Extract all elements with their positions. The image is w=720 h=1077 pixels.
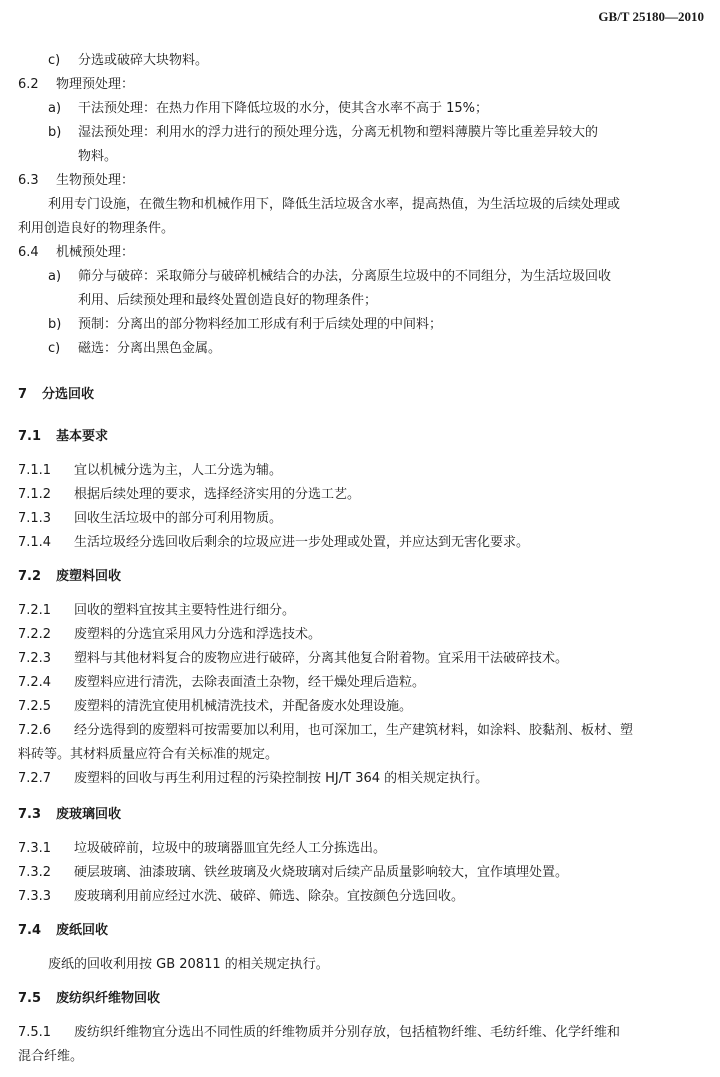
clause-text: 废塑料的分选宜采用风力分选和浮选技术。: [74, 627, 322, 642]
clause-7-5-1: [18, 1024, 620, 1043]
section-number: 7.1: [18, 429, 42, 444]
section-title: 基本要求: [56, 429, 109, 444]
section-6-3-heading: [18, 172, 134, 191]
clause-7-3-1: [18, 840, 386, 859]
chapter-number: 7: [18, 387, 28, 402]
section-6-2-heading: [18, 76, 134, 95]
list-text: 磁选：分离出黑色金属。: [78, 341, 222, 356]
paragraph-line: 利用专门设施，在微生物和机械作用下，降低生活垃圾含水率，提高热值，为生活垃圾的后续处理或: [48, 197, 621, 212]
clause-text: 废塑料应进行清洗，去除表面渣土杂物，经干燥处理后造粒。: [74, 675, 426, 690]
clause-number: 7.3.1: [18, 841, 52, 856]
list-text-continued: 物料。: [78, 149, 118, 164]
clause-7-2-6: [18, 722, 633, 741]
list-item-b: [48, 316, 442, 335]
clause-text: 生活垃圾经分选回收后剩余的垃圾应进一步处理或处置，并应达到无害化要求。: [74, 535, 530, 550]
chapter-7-heading: [18, 386, 94, 405]
clause-number: 7.1.2: [18, 487, 52, 502]
section-title: 物理预处理：: [56, 77, 135, 92]
clause-number: 7.1.4: [18, 535, 52, 550]
clause-7-2-3: [18, 650, 568, 669]
list-label: b): [48, 125, 62, 140]
clause-number: 7.3.2: [18, 865, 52, 880]
clause-number: 7.2.4: [18, 675, 52, 690]
clause-number: 7.3.3: [18, 889, 52, 904]
section-7-3-heading: [18, 806, 121, 825]
section-7-2-heading: [18, 568, 121, 587]
clause-7-3-3: [18, 888, 464, 907]
list-label: a): [48, 269, 62, 284]
clause-7-3-2: [18, 864, 568, 883]
clause-7-1-1: [18, 462, 282, 481]
list-text: 干法预处理：在热力作用下降低垃圾的水分，使其含水率不高于 15%；: [78, 101, 489, 116]
clause-number: 7.1.3: [18, 511, 52, 526]
section-number: 7.5: [18, 991, 42, 1006]
clause-7-2-4: [18, 674, 425, 693]
section-number: 6.3: [18, 173, 39, 188]
clause-7-2-7: [18, 770, 488, 789]
clause-text: 根据后续处理的要求，选择经济实用的分选工艺。: [74, 487, 361, 502]
clause-text: 硬层玻璃、油漆玻璃、铁丝玻璃及火烧玻璃对后续产品质量影响较大，宜作填埋处置。: [74, 865, 569, 880]
section-title: 废纸回收: [56, 923, 109, 938]
list-item-a: [48, 268, 611, 287]
clause-7-1-2: [18, 486, 360, 505]
list-item-c: [48, 340, 221, 359]
section-title: 废塑料回收: [56, 569, 122, 584]
clause-7-2-1: [18, 602, 295, 621]
clause-text: 塑料与其他材料复合的废物应进行破碎，分离其他复合附着物。宜采用干法破碎技术。: [74, 651, 569, 666]
clause-7-2-2: [18, 626, 321, 645]
paragraph-line: 利用创造良好的物理条件。: [18, 221, 175, 236]
clause-number: 7.2.7: [18, 771, 52, 786]
clause-text: 废塑料的清洗宜使用机械清洗技术，并配备废水处理设施。: [74, 699, 413, 714]
section-number: 6.2: [18, 77, 39, 92]
paragraph-line: 废纸的回收利用按 GB 20811 的相关规定执行。: [48, 957, 329, 972]
clause-text: 废塑料的回收与再生利用过程的污染控制按 HJ/T 364 的相关规定执行。: [74, 771, 489, 786]
standard-code: GB/T 25180—2010: [598, 9, 704, 24]
clause-7-2-5: [18, 698, 412, 717]
list-text: 分选或破碎大块物料。: [78, 53, 209, 68]
list-item-c: [48, 52, 208, 71]
clause-number: 7.5.1: [18, 1025, 52, 1040]
section-number: 7.2: [18, 569, 42, 584]
section-title: 废玻璃回收: [56, 807, 122, 822]
list-label: b): [48, 317, 62, 332]
clause-text: 废玻璃利用前应经过水洗、破碎、筛选、除杂。宜按颜色分选回收。: [74, 889, 465, 904]
clause-7-1-3: [18, 510, 282, 529]
list-label: c): [48, 53, 61, 68]
clause-number: 7.2.3: [18, 651, 52, 666]
clause-text: 回收的塑料宜按其主要特性进行细分。: [74, 603, 296, 618]
list-text: 湿法预处理：利用水的浮力进行的预处理分选，分离无机物和塑料薄膜片等比重差异较大的: [78, 125, 599, 140]
list-label: c): [48, 341, 61, 356]
list-text-continued: 利用、后续预处理和最终处置创造良好的物理条件；: [78, 293, 378, 308]
section-title: 废纺织纤维物回收: [56, 991, 161, 1006]
clause-number: 7.2.2: [18, 627, 52, 642]
clause-text-continued: 料砖等。其材料质量应符合有关标准的规定。: [18, 747, 279, 762]
clause-number: 7.2.5: [18, 699, 52, 714]
section-number: 7.3: [18, 807, 42, 822]
clause-text: 废纺织纤维物宜分选出不同性质的纤维物质并分别存放，包括植物纤维、毛纺纤维、化学纤维和: [74, 1025, 621, 1040]
list-text: 筛分与破碎：采取筛分与破碎机械结合的办法，分离原生垃圾中的不同组分，为生活垃圾回收: [78, 269, 612, 284]
list-label: a): [48, 101, 62, 116]
section-7-1-heading: [18, 428, 108, 447]
list-item-b: [48, 124, 598, 143]
clause-text: 回收生活垃圾中的部分可利用物质。: [74, 511, 283, 526]
clause-number: 7.2.6: [18, 723, 52, 738]
clause-text: 经分选得到的废塑料可按需要加以利用，也可深加工，生产建筑材料，如涂料、胶黏剂、板材、塑: [74, 723, 634, 738]
list-item-a: [48, 100, 488, 119]
clause-text: 垃圾破碎前，垃圾中的玻璃器皿宜先经人工分拣选出。: [74, 841, 387, 856]
clause-7-1-4: [18, 534, 529, 553]
section-title: 生物预处理：: [56, 173, 135, 188]
section-7-4-heading: [18, 922, 108, 941]
clause-number: 7.2.1: [18, 603, 52, 618]
section-title: 机械预处理：: [56, 245, 135, 260]
clause-text: 宜以机械分选为主，人工分选为辅。: [74, 463, 283, 478]
section-7-5-heading: [18, 990, 160, 1009]
section-number: 6.4: [18, 245, 39, 260]
clause-number: 7.1.1: [18, 463, 52, 478]
clause-text-continued: 混合纤维。: [18, 1049, 84, 1064]
section-number: 7.4: [18, 923, 42, 938]
list-text: 预制：分离出的部分物料经加工形成有利于后续处理的中间料；: [78, 317, 443, 332]
section-6-4-heading: [18, 244, 134, 263]
chapter-title: 分选回收: [42, 387, 95, 402]
